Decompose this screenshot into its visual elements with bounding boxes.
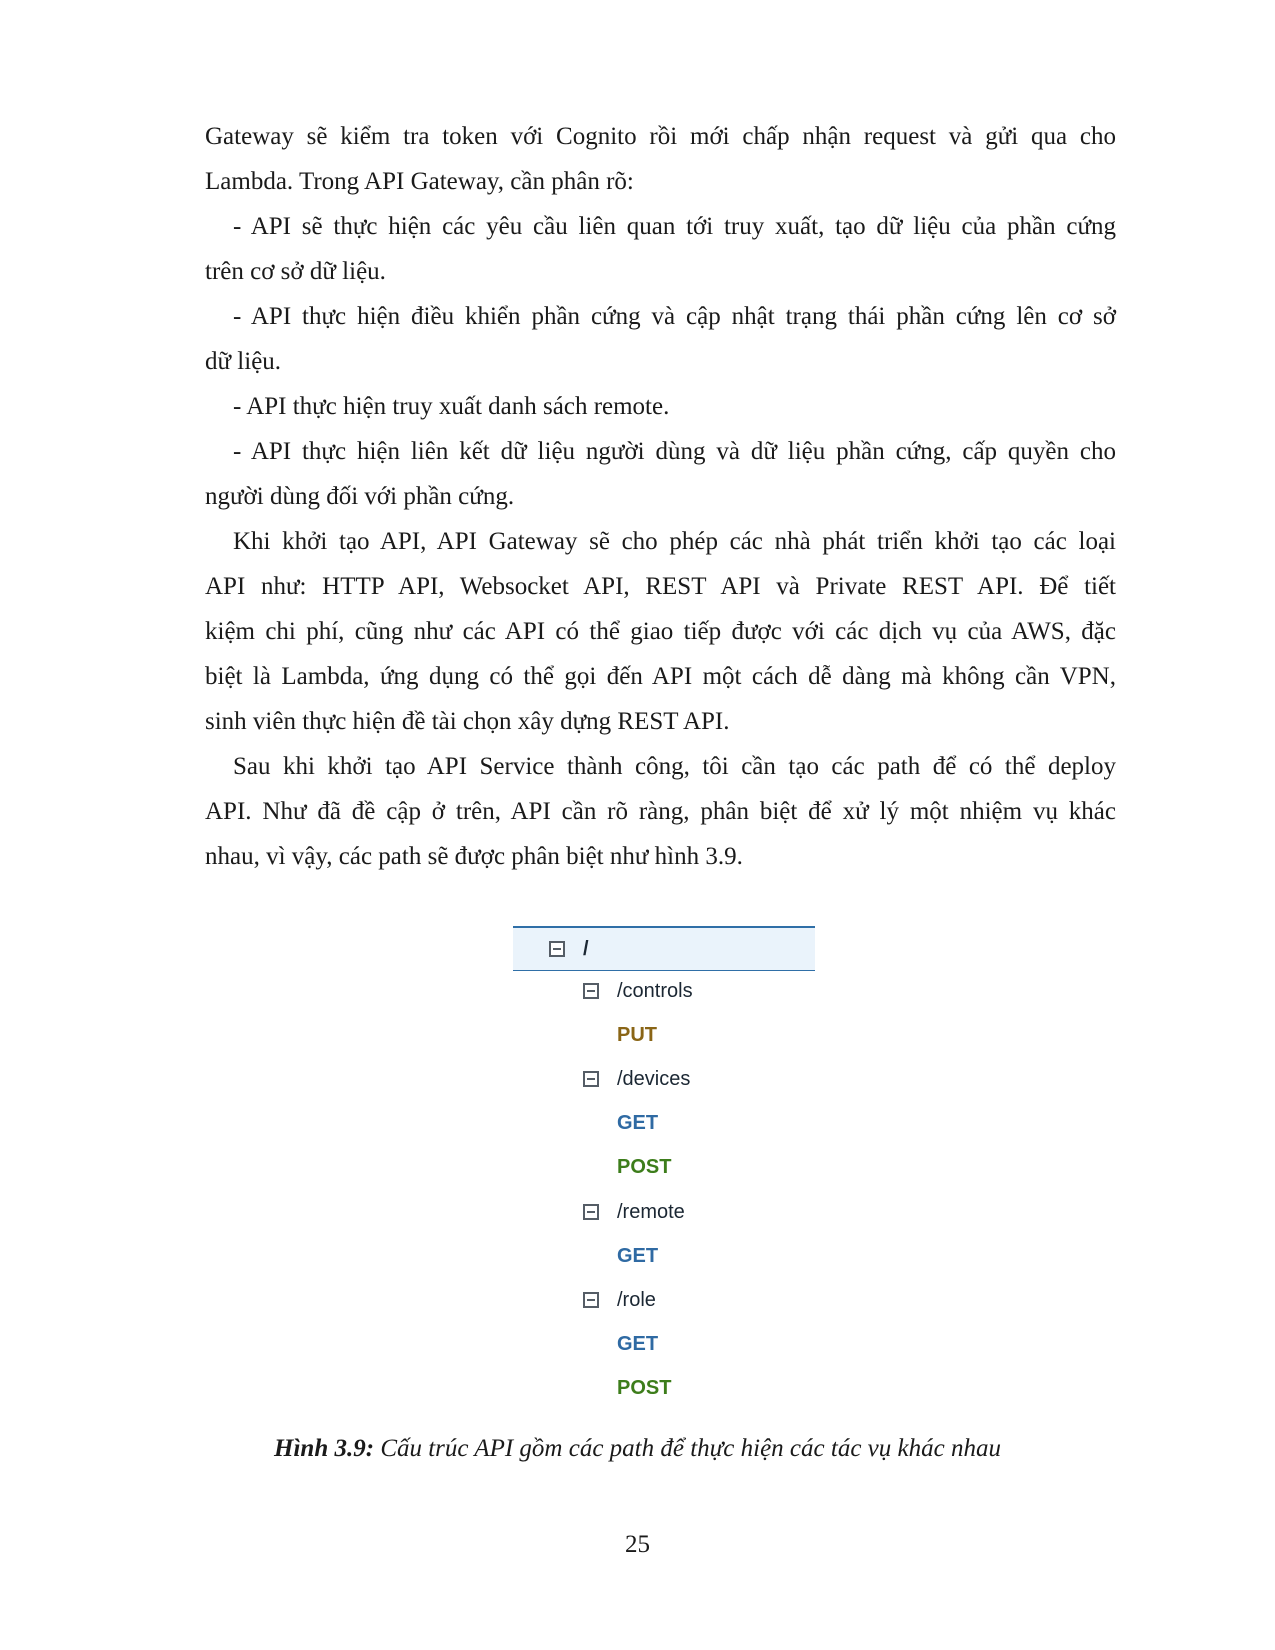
bullet-line: - API thực hiện truy xuất danh sách remote.: [233, 393, 670, 420]
tree-root-path: /: [583, 938, 589, 960]
paragraph-line: kiệm chi phí, cũng như các API có thể giao tiếp được với các dịch vụ của AWS, đặc: [205, 618, 1116, 645]
collapse-icon[interactable]: [583, 1204, 599, 1220]
tree-resource-devices[interactable]: /devices: [617, 1068, 691, 1090]
collapse-icon[interactable]: [583, 1071, 599, 1087]
bullet-line: người dùng đối với phần cứng.: [205, 483, 515, 510]
tree-method-put[interactable]: PUT: [617, 1024, 657, 1046]
page-number: 25: [625, 1531, 650, 1558]
paragraph-line: Lambda. Trong API Gateway, cần phân rõ:: [205, 168, 634, 195]
collapse-icon[interactable]: [583, 1292, 599, 1308]
tree-method-get[interactable]: GET: [617, 1333, 659, 1355]
bullet-line: trên cơ sở dữ liệu.: [205, 258, 386, 285]
tree-resource-remote[interactable]: /remote: [617, 1201, 685, 1223]
figure-caption: [0, 1432, 1275, 1466]
collapse-icon[interactable]: [583, 983, 599, 999]
tree-method-get[interactable]: GET: [617, 1112, 659, 1134]
tree-method-get[interactable]: GET: [617, 1245, 659, 1267]
paragraph-line: biệt là Lambda, ứng dụng có thể gọi đến API một cách dễ dàng mà không cần VPN,: [205, 663, 1116, 690]
tree-resource-role[interactable]: /role: [617, 1289, 656, 1311]
paragraph-line: sinh viên thực hiện đề tài chọn xây dựng REST API.: [205, 708, 730, 735]
caption-label: Hình 3.9:: [274, 1435, 375, 1462]
caption-text: Cấu trúc API gồm các path để thực hiện các tác vụ khác nhau: [374, 1435, 1001, 1462]
bullet-line: - API thực hiện điều khiển phần cứng và cập nhật trạng thái phần cứng lên cơ sở: [233, 303, 1116, 330]
tree-method-post[interactable]: POST: [617, 1377, 672, 1399]
bullet-line: dữ liệu.: [205, 348, 282, 375]
api-resource-tree-figure: [513, 926, 815, 1416]
collapse-icon[interactable]: [549, 941, 565, 957]
paragraph-line: API như: HTTP API, Websocket API, REST API và Private REST API. Để tiết: [205, 573, 1116, 600]
tree-root-row[interactable]: [513, 926, 815, 971]
tree-resource-controls[interactable]: /controls: [617, 980, 693, 1002]
tree-method-post[interactable]: POST: [617, 1156, 672, 1178]
bullet-line: - API thực hiện liên kết dữ liệu người dùng và dữ liệu phần cứng, cấp quyền cho: [233, 438, 1116, 465]
paragraph-line: nhau, vì vậy, các path sẽ được phân biệt như hình 3.9.: [205, 843, 743, 870]
paragraph-line: Gateway sẽ kiểm tra token với Cognito rồi mới chấp nhận request và gửi qua cho: [205, 123, 1116, 150]
bullet-line: - API sẽ thực hiện các yêu cầu liên quan tới truy xuất, tạo dữ liệu của phần cứng: [233, 213, 1116, 240]
paragraph-line: Sau khi khởi tạo API Service thành công, tôi cần tạo các path để có thể deploy: [233, 753, 1116, 780]
paragraph-line: Khi khởi tạo API, API Gateway sẽ cho phép các nhà phát triển khởi tạo các loại: [233, 528, 1116, 555]
paragraph-line: API. Như đã đề cập ở trên, API cần rõ ràng, phân biệt để xử lý một nhiệm vụ khác: [205, 798, 1116, 825]
